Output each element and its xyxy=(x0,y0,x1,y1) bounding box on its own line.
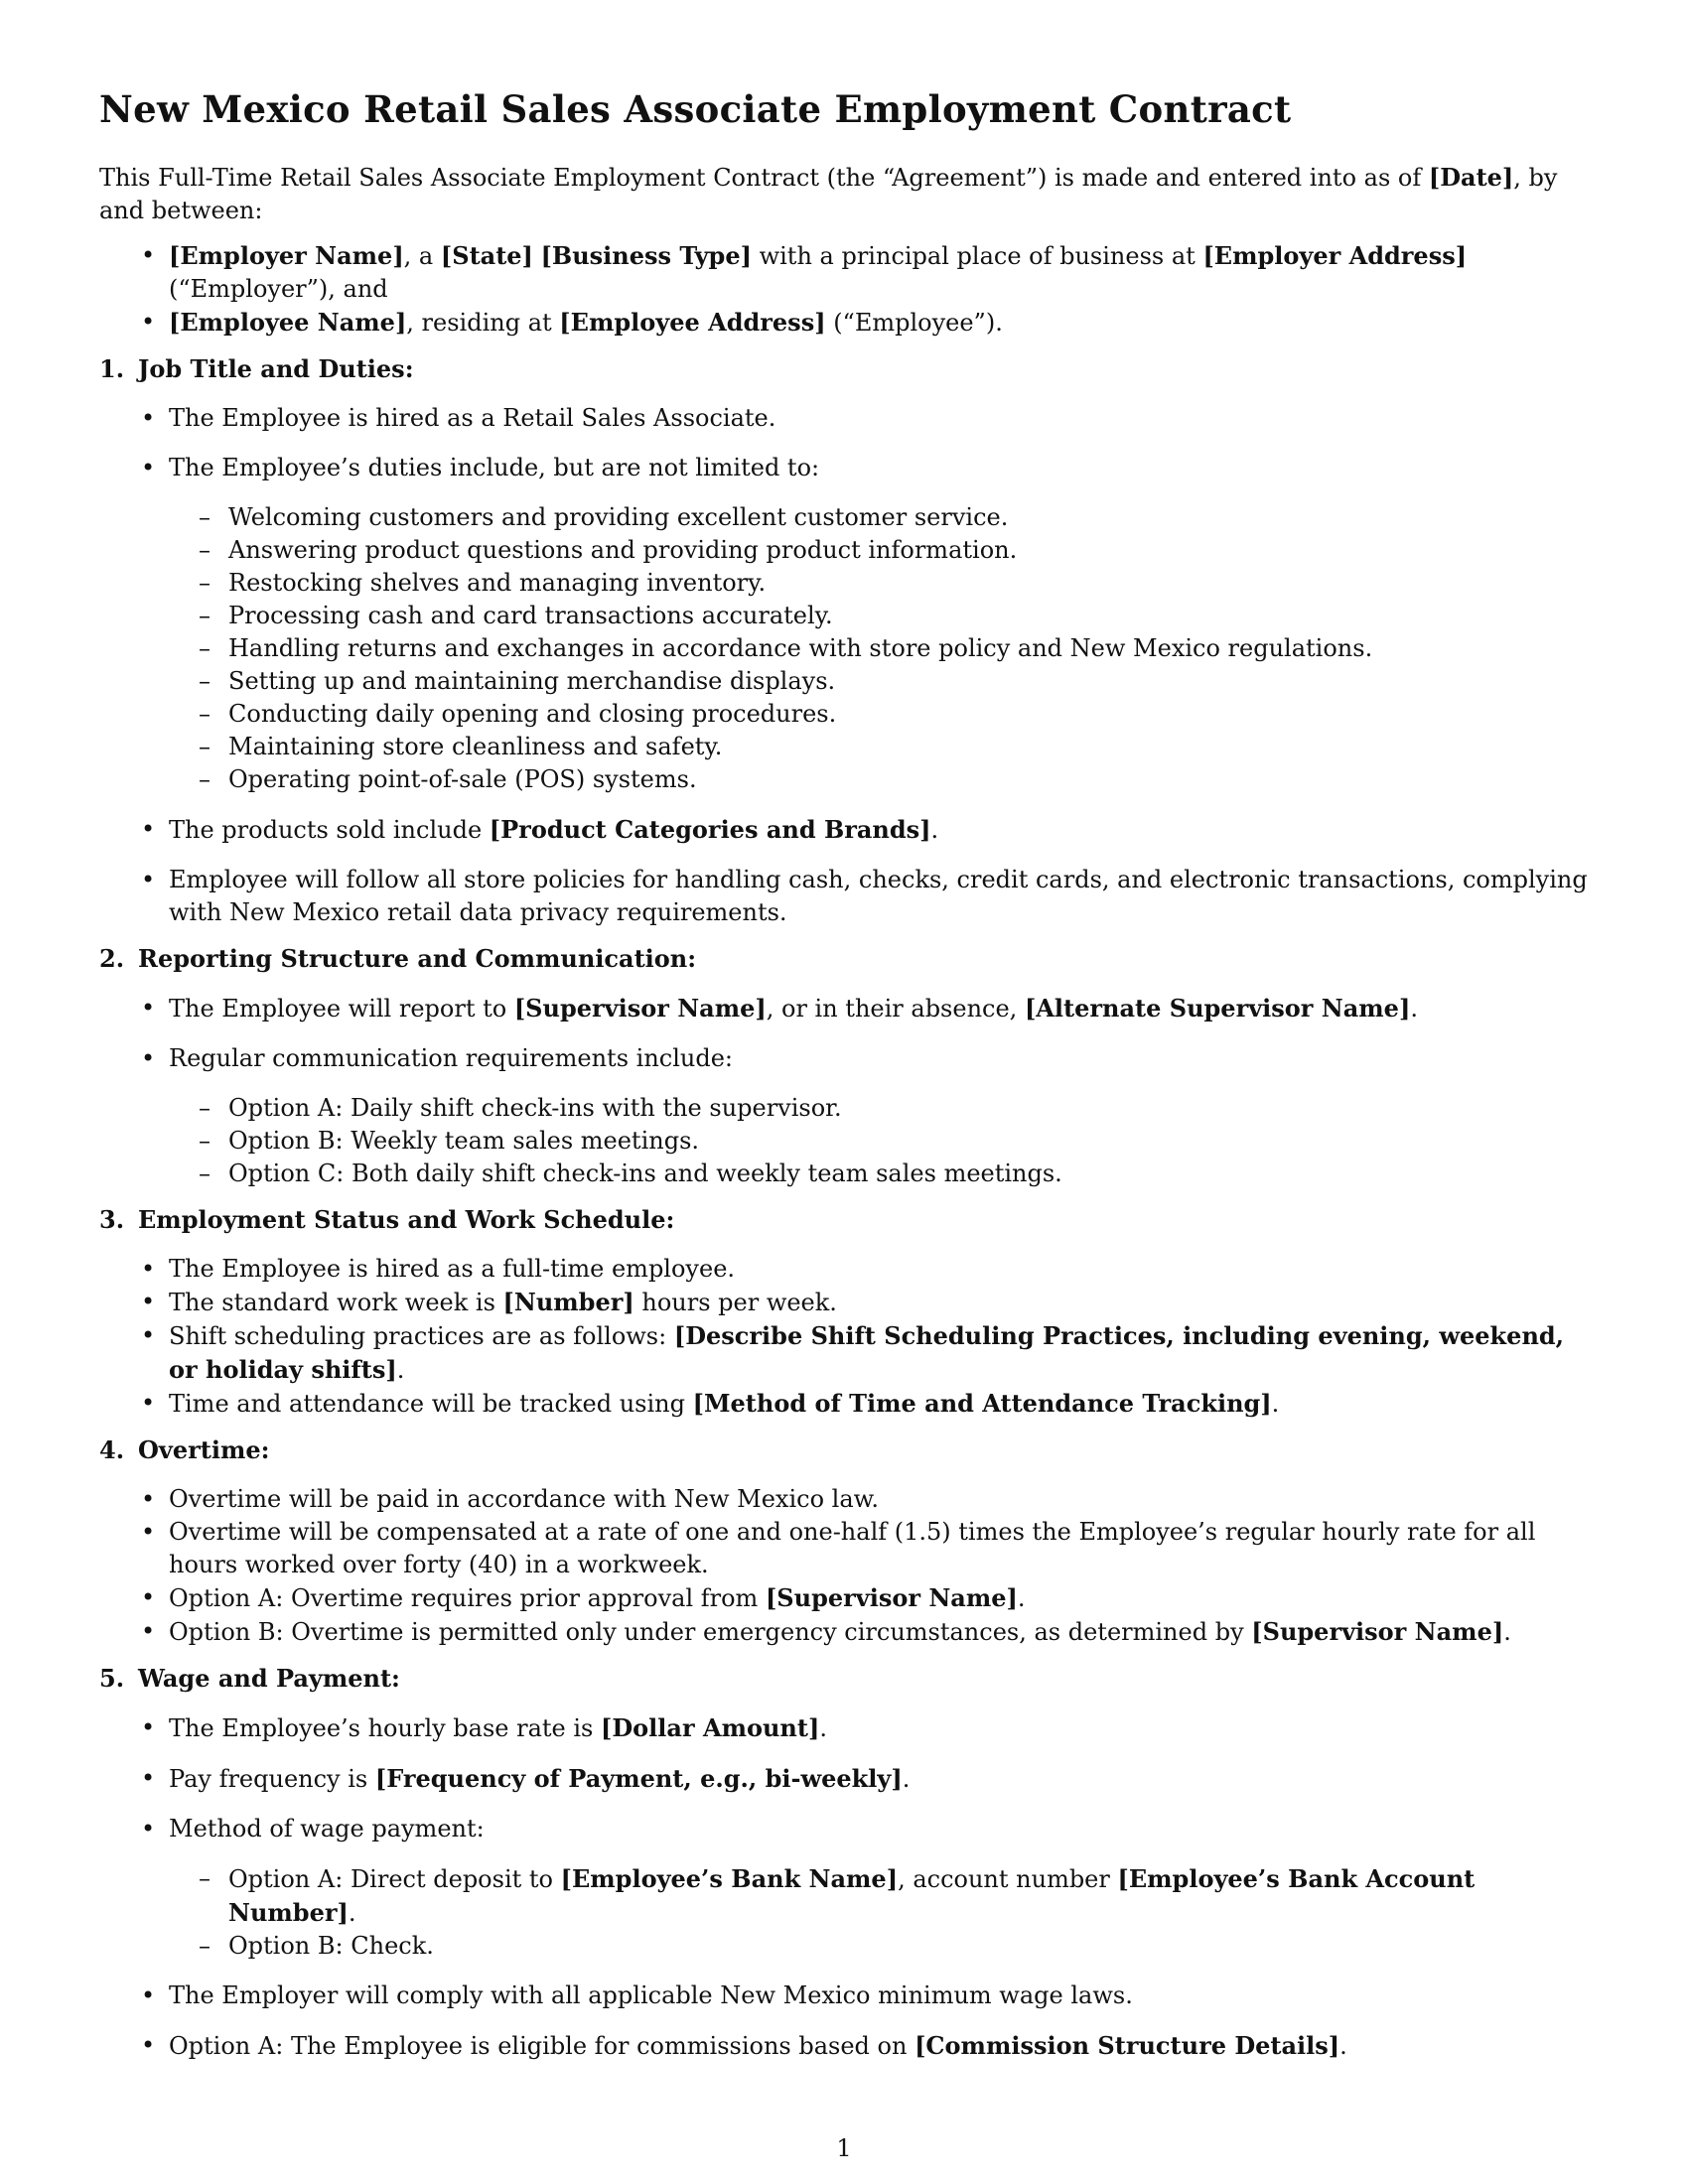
duty-item: – Processing cash and card transactions accurately. xyxy=(228,600,1589,632)
list-item: • The products sold include [Product Categories and Brands]. xyxy=(169,813,1589,847)
state-field: [State] xyxy=(440,241,533,270)
commission-structure-field: [Commission Structure Details] xyxy=(914,2031,1340,2060)
duty-item: – Maintaining store cleanliness and safety. xyxy=(228,731,1589,763)
document-title: New Mexico Retail Sales Associate Employment Contract xyxy=(99,87,1292,131)
shift-practices-field: [Describe Shift Scheduling Practices, including evening, weekend, or holiday shifts] xyxy=(169,1321,1565,1384)
duty-item: – Operating point-of-sale (POS) systems. xyxy=(228,763,1589,796)
section-3-list xyxy=(99,1253,1589,1421)
duty-item: – Restocking shelves and managing inventory. xyxy=(228,567,1589,600)
hours-number-field: [Number] xyxy=(502,1288,634,1316)
employee-address-field: [Employee Address] xyxy=(559,308,826,337)
alternate-supervisor-field: [Alternate Supervisor Name] xyxy=(1024,994,1411,1023)
duty-item: – Handling returns and exchanges in accordance with store policy and New Mexico regulations. xyxy=(228,632,1589,665)
list-item: • The Employee will report to [Supervisor Name], or in their absence, [Alternate Supervisor Name]. xyxy=(169,992,1589,1025)
option-item: – Option B: Check. xyxy=(228,1930,1589,1963)
list-item: • The Employee is hired as a Retail Sales Associate. xyxy=(169,402,1589,435)
section-3-heading: 3. Employment Status and Work Schedule: xyxy=(99,1205,675,1234)
time-tracking-field: [Method of Time and Attendance Tracking] xyxy=(692,1389,1272,1418)
section-1-heading: 1. Job Title and Duties: xyxy=(99,354,414,383)
contract-page xyxy=(99,87,1589,2080)
list-item: • Regular communication requirements include: – Option A: Daily shift check-ins with the supervisor. – Option B: Weekly team sales meetings. – Option C: Both daily shift check-ins and weekly team sales meetings. xyxy=(169,1042,1589,1190)
intro-paragraph: This Full-Time Retail Sales Associate Employment Contract (the “Agreement”) is made and entered into as of [Date], by and between: xyxy=(99,163,1558,224)
party-employee: • [Employee Name], residing at [Employee Address] (“Employee”). xyxy=(169,306,1589,340)
dollar-amount-field: [Dollar Amount] xyxy=(601,1713,820,1742)
duty-item: – Answering product questions and providing product information. xyxy=(228,534,1589,567)
list-item: • Employee will follow all store policies for handling cash, checks, credit cards, and electronic transactions, complying with New Mexico retail data privacy requirements. xyxy=(169,864,1589,929)
list-item: • Time and attendance will be tracked using [Method of Time and Attendance Tracking]. xyxy=(169,1387,1589,1421)
duty-item: – Welcoming customers and providing excellent customer service. xyxy=(228,501,1589,534)
list-item: • Method of wage payment: – Option A: Direct deposit to [Employee’s Bank Name], account number [Employee’s Bank Account Number]. – Option B: Check. xyxy=(169,1813,1589,1963)
list-item: • Option A: Overtime requires prior approval from [Supervisor Name]. xyxy=(169,1581,1589,1615)
section-2-list xyxy=(99,992,1589,1190)
option-item: – Option A: Direct deposit to [Employee’s Bank Name], account number [Employee’s Bank Account Number]. xyxy=(228,1862,1589,1930)
duty-item: – Setting up and maintaining merchandise displays. xyxy=(228,665,1589,698)
employer-name-field: [Employer Name] xyxy=(169,241,404,270)
list-item: • Overtime will be compensated at a rate of one and one-half (1.5) times the Employee’s regular hourly rate for all hours worked over forty (40) in a workweek. xyxy=(169,1516,1589,1581)
list-item: • The Employee is hired as a full-time employee. xyxy=(169,1253,1589,1286)
supervisor-name-field: [Supervisor Name] xyxy=(765,1583,1018,1612)
page-number: 1 xyxy=(836,2134,852,2162)
section-4-heading: 4. Overtime: xyxy=(99,1435,270,1464)
bank-name-field: [Employee’s Bank Name] xyxy=(560,1864,899,1893)
duty-item: – Conducting daily opening and closing procedures. xyxy=(228,698,1589,731)
section-1-list xyxy=(99,402,1589,929)
date-field: [Date] xyxy=(1428,163,1514,192)
section-5-heading: 5. Wage and Payment: xyxy=(99,1664,400,1693)
list-item: • The Employee’s hourly base rate is [Dollar Amount]. xyxy=(169,1711,1589,1745)
section-2-heading: 2. Reporting Structure and Communication: xyxy=(99,944,697,973)
list-item: • The Employee’s duties include, but are not limited to: – Welcoming customers and providing excellent customer service. – Answering product questions and providing product information. – Restocking shelves and managing inventory. – Processing cash and card transactions accurately. – Handling returns and exchanges in accordance with store policy and New Mexico regulations. – Setting up and maintaining merchandise displays. – Conducting daily opening and closing procedures. – Maintaining store cleanliness and safety. – Operating point-of-sale (POS) systems. xyxy=(169,452,1589,796)
list-item: • Overtime will be paid in accordance with New Mexico law. xyxy=(169,1483,1589,1516)
list-item: • Shift scheduling practices are as follows: [Describe Shift Scheduling Practices, including evening, weekend, or holiday shifts]. xyxy=(169,1319,1589,1387)
parties-list xyxy=(99,239,1589,340)
option-item: – Option B: Weekly team sales meetings. xyxy=(228,1125,1589,1158)
supervisor-name-field: [Supervisor Name] xyxy=(1251,1617,1504,1646)
employee-name-field: [Employee Name] xyxy=(169,308,407,337)
list-item: • Pay frequency is [Frequency of Payment, e.g., bi-weekly]. xyxy=(169,1762,1589,1796)
supervisor-name-field: [Supervisor Name] xyxy=(513,994,767,1023)
pay-frequency-field: [Frequency of Payment, e.g., bi-weekly] xyxy=(374,1764,903,1793)
list-item: • The standard work week is [Number] hours per week. xyxy=(169,1286,1589,1319)
bank-account-field: [Employee’s Bank Account Number] xyxy=(228,1864,1476,1927)
option-item: – Option C: Both daily shift check-ins and weekly team sales meetings. xyxy=(228,1158,1589,1190)
party-employer: • [Employer Name], a [State] [Business Type] with a principal place of business at [Employer Address] (“Employer”), and xyxy=(169,239,1589,306)
payment-methods xyxy=(169,1862,1589,1963)
section-4-list xyxy=(99,1483,1589,1649)
list-item: • Option A: The Employee is eligible for commissions based on [Commission Structure Details]. xyxy=(169,2029,1589,2063)
list-item: • The Employer will comply with all applicable New Mexico minimum wage laws. xyxy=(169,1979,1589,2012)
duties-list xyxy=(169,501,1589,796)
employer-address-field: [Employer Address] xyxy=(1202,241,1468,270)
communication-options xyxy=(169,1092,1589,1190)
option-item: – Option A: Daily shift check-ins with the supervisor. xyxy=(228,1092,1589,1125)
list-item: • Option B: Overtime is permitted only under emergency circumstances, as determined by [Supervisor Name]. xyxy=(169,1615,1589,1649)
section-5-list xyxy=(99,1711,1589,2063)
product-categories-field: [Product Categories and Brands] xyxy=(489,815,931,844)
business-type-field: [Business Type] xyxy=(540,241,752,270)
